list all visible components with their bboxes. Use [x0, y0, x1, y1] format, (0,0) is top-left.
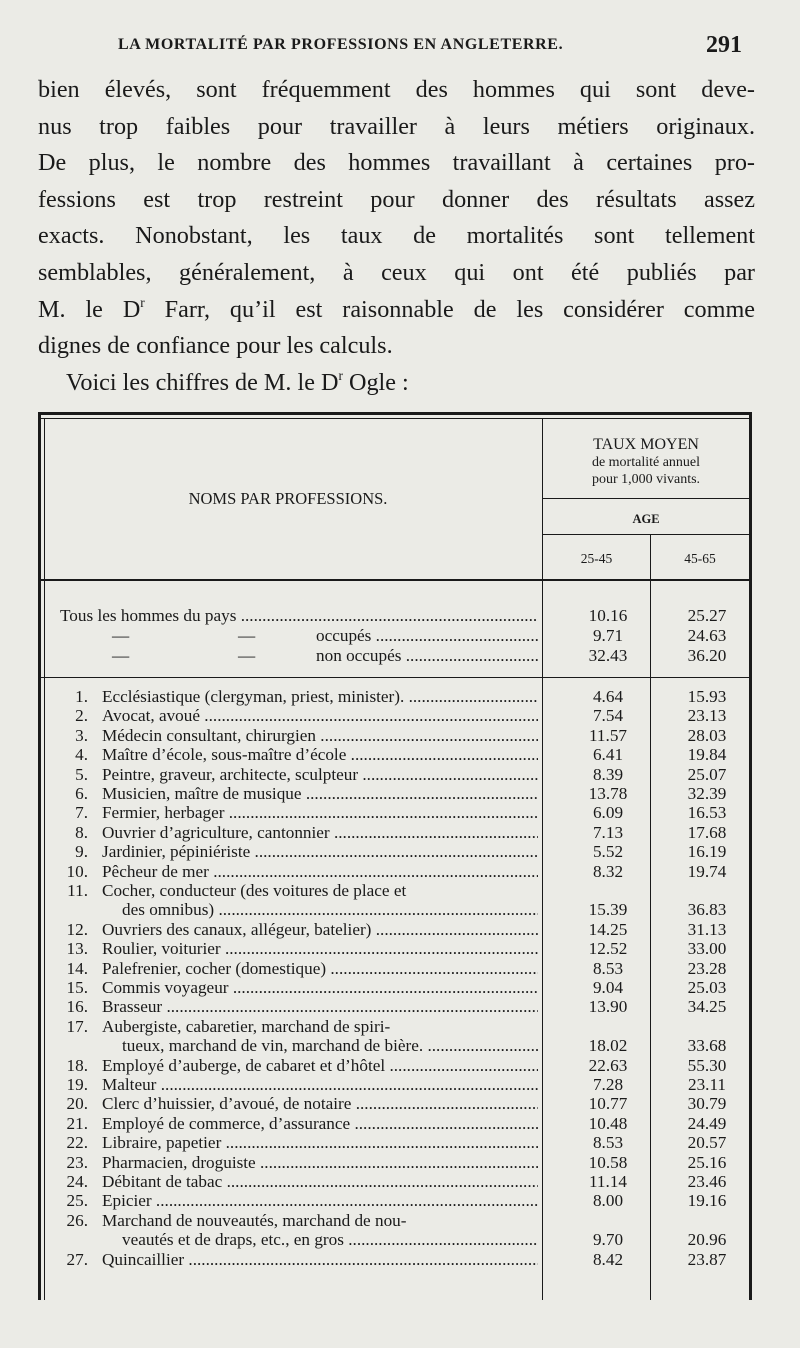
row-label: Pêcheur de mer ..... — [102, 862, 538, 882]
value-25-45: 10.58 — [588, 1152, 628, 1172]
paragraph-line: De plus, le nombre des hommes travaillant à certaines pro- — [38, 149, 755, 177]
row-number: 24. — [66, 1172, 88, 1191]
superscript: r — [338, 367, 343, 383]
value-45-65: 25.07 — [687, 764, 727, 784]
value-25-45: 11.14 — [588, 1172, 628, 1191]
ditto-dash: — — [238, 626, 256, 645]
row-label: Cocher, conducteur (des voitures de place et — [102, 881, 407, 900]
value-25-45: 8.00 — [592, 1191, 624, 1211]
table-row — [38, 823, 752, 842]
value-45-65: 20.57 — [687, 1133, 727, 1153]
value-25-45: 7.13 — [592, 822, 624, 842]
table-row — [38, 803, 752, 822]
table-row — [38, 1133, 752, 1152]
value-25-45: 11.57 — [588, 725, 628, 745]
row-number: 7. — [75, 803, 88, 823]
ditto-dash: — — [112, 626, 130, 645]
header-mortalite: de mortalité annuel — [591, 455, 701, 470]
table-row — [38, 1153, 752, 1172]
row-label: non occupés ..... — [316, 646, 538, 666]
table-row — [38, 959, 752, 978]
paragraph-line: fessions est trop restreint pour donner des résultats assez — [38, 185, 755, 213]
paragraph-line: semblables, généralement, à ceux qui ont été publiés par — [38, 258, 755, 286]
table-row — [38, 745, 752, 764]
row-label: Epicier ..... — [102, 1191, 538, 1211]
value-45-65: 36.20 — [687, 646, 727, 665]
row-label: Employé d’auberge, de cabaret et d’hôtel ..... — [102, 1056, 538, 1076]
table-row — [38, 1191, 752, 1210]
row-number: 25. — [66, 1191, 88, 1211]
row-label: occupés ..... — [316, 626, 538, 646]
value-45-65: 16.53 — [687, 803, 727, 823]
summary-row — [38, 646, 752, 666]
value-25-45: 6.41 — [592, 745, 624, 765]
value-25-45: 7.28 — [592, 1075, 624, 1094]
paragraph-line — [38, 292, 755, 329]
value-45-65: 16.19 — [687, 842, 727, 862]
row-label: Clerc d’huissier, d’avoué, de notaire ..... — [102, 1094, 538, 1114]
column-header-45-65: 45-65 — [684, 551, 716, 566]
header-age: AGE — [632, 512, 660, 526]
row-number: 13. — [66, 939, 88, 959]
superscript: r — [140, 294, 145, 310]
table-row — [38, 842, 752, 861]
row-label: Commis voyageur ..... — [102, 978, 538, 998]
row-label: Jardinier, pépiniériste ..... — [102, 842, 538, 862]
value-25-45: 32.43 — [588, 646, 628, 665]
value-45-65: 31.13 — [687, 919, 727, 939]
value-25-45: 8.32 — [592, 861, 624, 881]
intro-text: Ogle : — [342, 368, 409, 396]
table-row — [38, 881, 752, 920]
mortality-table — [38, 412, 752, 1300]
paragraph-line: exacts. Nonobstant, les taux de mortalités sont tellement — [38, 222, 755, 250]
row-number: 4. — [75, 745, 88, 765]
ditto-dash: — — [112, 646, 130, 665]
summary-row — [38, 626, 752, 646]
row-number: 12. — [66, 919, 88, 939]
row-label: Maître d’école, sous-maître d’école ..... — [102, 745, 538, 765]
row-number: 10. — [66, 861, 88, 881]
value-45-65: 34.25 — [687, 997, 727, 1017]
intro-text: Voici les chiffres de M. le D — [66, 368, 339, 396]
row-number: 17. — [66, 1016, 88, 1036]
value-45-65: 55.30 — [687, 1055, 727, 1075]
value-45-65: 28.03 — [687, 725, 727, 745]
value-45-65: 33.68 — [687, 1036, 727, 1056]
value-25-45: 8.53 — [592, 958, 624, 978]
row-label: Ecclésiastique (clergyman, priest, minister). ..... — [102, 687, 538, 707]
row-label-continued: des omnibus) ..... — [122, 900, 538, 920]
value-45-65: 33.00 — [687, 939, 727, 959]
table-row — [38, 920, 752, 939]
value-45-65: 23.13 — [687, 706, 727, 726]
row-label: Débitant de tabac ..... — [102, 1172, 538, 1192]
summary-row — [38, 606, 752, 626]
header-taux-moyen: TAUX MOYEN — [593, 436, 699, 453]
value-45-65: 25.03 — [687, 978, 727, 997]
table-row — [38, 765, 752, 784]
row-label: Libraire, papetier ..... — [102, 1133, 538, 1153]
table-row — [38, 726, 752, 745]
running-head — [0, 32, 800, 66]
row-number: 14. — [66, 958, 88, 978]
value-45-65: 20.96 — [687, 1230, 727, 1250]
row-label: Médecin consultant, chirurgien ..... — [102, 726, 538, 746]
row-number: 11. — [67, 881, 88, 900]
value-25-45: 10.48 — [588, 1113, 628, 1133]
paragraph-line: bien élevés, sont fréquemment des hommes qui sont deve- — [38, 76, 755, 103]
value-25-45: 9.70 — [592, 1230, 624, 1250]
table-top-rule — [38, 418, 752, 419]
row-label: Quincaillier ..... — [102, 1250, 538, 1270]
value-45-65: 15.93 — [687, 687, 727, 706]
paragraph-line: nus trop faibles pour travailler à leurs métiers originaux. — [38, 112, 755, 140]
value-45-65: 30.79 — [687, 1094, 727, 1114]
value-45-65: 17.68 — [687, 822, 727, 842]
row-label: Peintre, graveur, architecte, sculpteur ..... — [102, 765, 538, 785]
table-row — [38, 1114, 752, 1133]
row-label: Brasseur ..... — [102, 997, 538, 1017]
row-number: 2. — [75, 706, 88, 726]
value-45-65: 32.39 — [687, 784, 727, 803]
value-25-45: 12.52 — [588, 939, 628, 959]
row-number: 27. — [66, 1249, 88, 1269]
row-label: Marchand de nouveautés, marchand de nou- — [102, 1210, 407, 1230]
table-intro — [38, 365, 755, 402]
row-number: 3. — [75, 725, 88, 745]
table-row — [38, 784, 752, 803]
paragraph-text: M. le D — [38, 295, 141, 323]
header-rule — [38, 579, 752, 581]
value-45-65: 36.83 — [687, 900, 727, 920]
value-25-45: 13.78 — [588, 784, 628, 803]
table-row — [38, 1211, 752, 1250]
row-label: Aubergiste, cabaretier, marchand de spiri- — [102, 1016, 391, 1036]
value-25-45: 8.42 — [592, 1249, 624, 1269]
value-25-45: 14.25 — [588, 919, 628, 939]
value-45-65: 19.16 — [687, 1191, 727, 1211]
value-45-65: 25.27 — [687, 606, 727, 625]
paragraph-text: Farr, qu’il est raisonnable de les considérer comme — [144, 295, 755, 323]
row-number: 26. — [66, 1210, 88, 1230]
row-label: Ouvrier d’agriculture, cantonnier ..... — [102, 823, 538, 843]
value-25-45: 18.02 — [588, 1036, 628, 1056]
row-label: Roulier, voiturier ..... — [102, 939, 538, 959]
table-row — [38, 706, 752, 725]
row-label: Ouvriers des canaux, allégeur, batelier) ..... — [102, 920, 538, 940]
ditto-dash: — — [238, 646, 256, 665]
value-45-65: 25.16 — [687, 1152, 727, 1172]
row-label: Fermier, herbager ..... — [102, 803, 538, 823]
row-label: Palefrenier, cocher (domestique) ..... — [102, 959, 538, 979]
value-25-45: 8.53 — [592, 1133, 624, 1153]
value-25-45: 9.71 — [592, 626, 624, 645]
table-row — [38, 1056, 752, 1075]
row-label: Tous les hommes du pays ..... — [60, 606, 538, 626]
value-25-45: 7.54 — [592, 706, 624, 726]
value-25-45: 5.52 — [592, 842, 624, 862]
page-number: 291 — [706, 32, 742, 58]
column-header-professions: NOMS PAR PROFESSIONS. — [188, 489, 388, 508]
table-row — [38, 862, 752, 881]
row-label: Avocat, avoué ..... — [102, 706, 538, 726]
value-45-65: 23.87 — [687, 1249, 727, 1269]
value-25-45: 4.64 — [592, 687, 624, 706]
column-header-25-45: 25-45 — [580, 551, 613, 566]
value-25-45: 10.16 — [588, 606, 628, 625]
value-45-65: 24.63 — [687, 626, 727, 645]
table-top-rule — [38, 412, 752, 415]
body-paragraph — [38, 72, 755, 401]
value-25-45: 22.63 — [588, 1055, 628, 1075]
table-row — [38, 1172, 752, 1191]
row-number: 16. — [66, 997, 88, 1017]
row-number: 18. — [66, 1055, 88, 1075]
value-25-45: 15.39 — [588, 900, 628, 920]
header-rule — [542, 534, 749, 535]
value-45-65: 24.49 — [687, 1113, 727, 1133]
row-number: 19. — [66, 1075, 88, 1094]
table-row — [38, 1017, 752, 1056]
value-45-65: 23.11 — [687, 1075, 727, 1094]
table-row — [38, 1094, 752, 1113]
row-label: Musicien, maître de musique ..... — [102, 784, 538, 804]
table-row — [38, 687, 752, 706]
value-25-45: 8.39 — [592, 764, 624, 784]
table-row — [38, 1250, 752, 1269]
table-row — [38, 1075, 752, 1094]
row-label: Employé de commerce, d’assurance ..... — [102, 1114, 538, 1134]
row-number: 20. — [66, 1094, 88, 1114]
value-45-65: 19.84 — [687, 745, 727, 765]
value-45-65: 23.28 — [687, 958, 727, 978]
row-label: Pharmacien, droguiste ..... — [102, 1153, 538, 1173]
row-number: 1. — [75, 687, 88, 706]
row-number: 22. — [66, 1133, 88, 1153]
value-45-65: 19.74 — [687, 861, 727, 881]
header-rule — [542, 498, 749, 499]
section-rule — [38, 677, 752, 678]
value-45-65: 23.46 — [687, 1172, 727, 1191]
row-label-continued: tueux, marchand de vin, marchand de bière. ..... — [122, 1036, 538, 1056]
table-row — [38, 939, 752, 958]
value-25-45: 10.77 — [588, 1094, 628, 1114]
paragraph-line: dignes de confiance pour les calculs. — [38, 332, 393, 360]
table-row — [38, 978, 752, 997]
row-number: 15. — [66, 978, 88, 997]
table-row — [38, 997, 752, 1016]
running-head-title: LA MORTALITÉ PAR PROFESSIONS EN ANGLETERRE. — [118, 36, 564, 53]
value-25-45: 9.04 — [592, 978, 624, 997]
value-25-45: 6.09 — [592, 803, 624, 823]
row-number: 5. — [75, 764, 88, 784]
value-25-45: 13.90 — [588, 997, 628, 1017]
row-label: Malteur ..... — [102, 1075, 538, 1095]
row-number: 8. — [75, 822, 88, 842]
row-number: 21. — [66, 1113, 88, 1133]
row-number: 9. — [75, 842, 88, 862]
row-label-continued: veautés et de draps, etc., en gros ..... — [122, 1230, 538, 1250]
header-vivants: pour 1,000 vivants. — [591, 472, 701, 487]
row-number: 6. — [75, 784, 88, 803]
row-number: 23. — [66, 1152, 88, 1172]
